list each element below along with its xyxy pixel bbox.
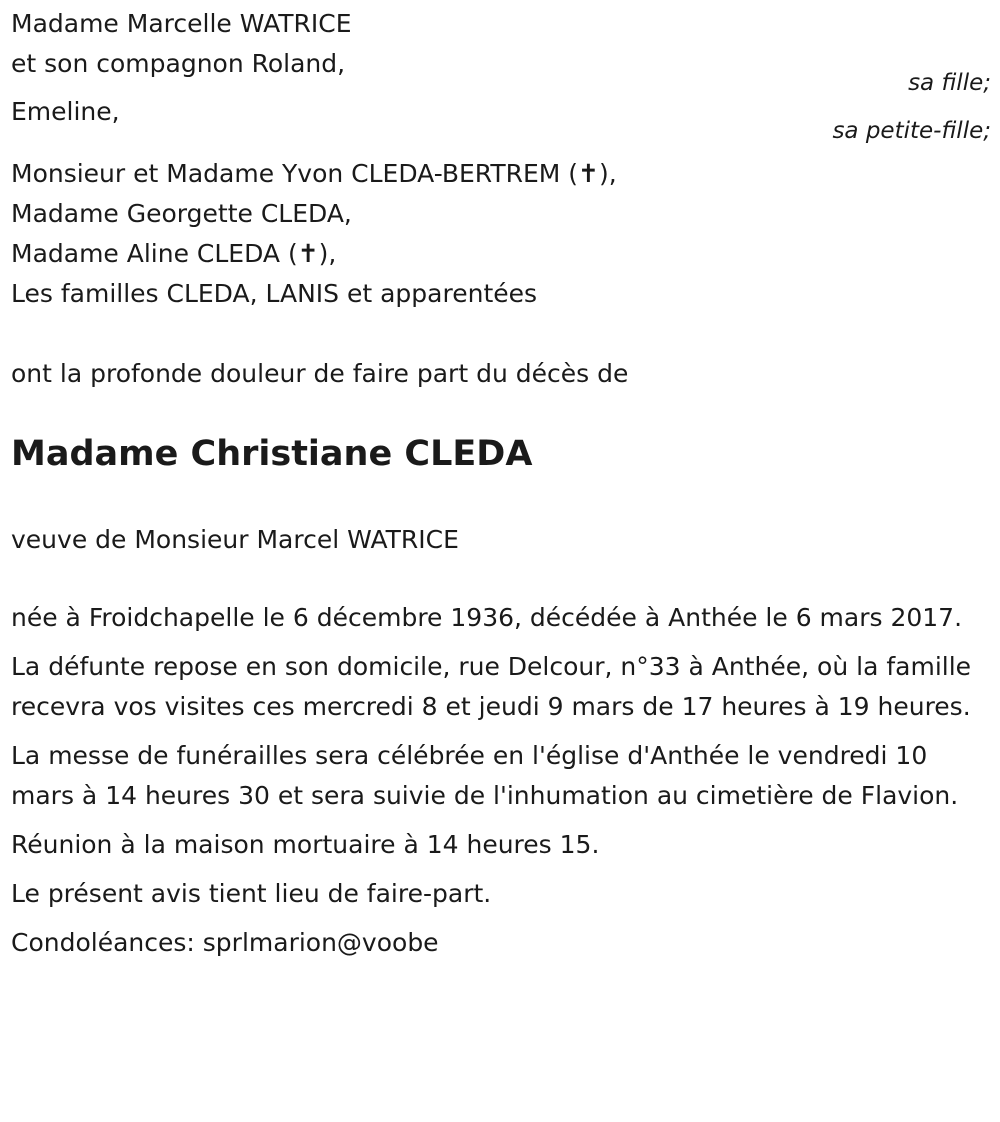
relative-line: Madame Aline CLEDA (✝), bbox=[11, 239, 337, 268]
relatives-list bbox=[11, 154, 991, 314]
deceased-name: Madame Christiane CLEDA bbox=[11, 434, 533, 474]
funeral-paragraph: La messe de funérailles sera célébrée en l'église d'Anthée le vendredi 10 mars à 14 heures 30 et sera suivie de l'inhumation au cimetière de Flavion. bbox=[11, 741, 959, 810]
announcement-text: ont la profonde douleur de faire part du décès de bbox=[11, 359, 629, 388]
birth-death-paragraph: née à Froidchapelle le 6 décembre 1936, décédée à Anthée le 6 mars 2017. bbox=[11, 603, 963, 632]
daughter-companion: et son compagnon Roland, bbox=[11, 49, 346, 78]
widow-of-text: veuve de Monsieur Marcel WATRICE bbox=[11, 525, 459, 554]
granddaughter-name: Emeline, bbox=[11, 97, 120, 126]
notice-paragraph: Le présent avis tient lieu de faire-part. bbox=[11, 879, 492, 908]
relative-line: Madame Georgette CLEDA, bbox=[11, 199, 352, 228]
granddaughter-role: sa petite-fille; bbox=[832, 118, 991, 144]
relative-line: Les familles CLEDA, LANIS et apparentées bbox=[11, 279, 538, 308]
relative-line: Monsieur et Madame Yvon CLEDA-BERTREM (✝), bbox=[11, 159, 617, 188]
daughter-role: sa fille; bbox=[908, 70, 991, 96]
visitation-paragraph: La défunte repose en son domicile, rue Delcour, n°33 à Anthée, où la famille recevra vos visites ces mercredi 8 et jeudi 9 mars de 17 heures à 19 heures. bbox=[11, 652, 972, 721]
meeting-paragraph: Réunion à la maison mortuaire à 14 heures 15. bbox=[11, 830, 600, 859]
daughter-name: Madame Marcelle WATRICE bbox=[11, 9, 352, 38]
obituary-notice bbox=[11, 4, 991, 972]
condolences-paragraph: Condoléances: sprlmarion@voobe bbox=[11, 928, 439, 957]
